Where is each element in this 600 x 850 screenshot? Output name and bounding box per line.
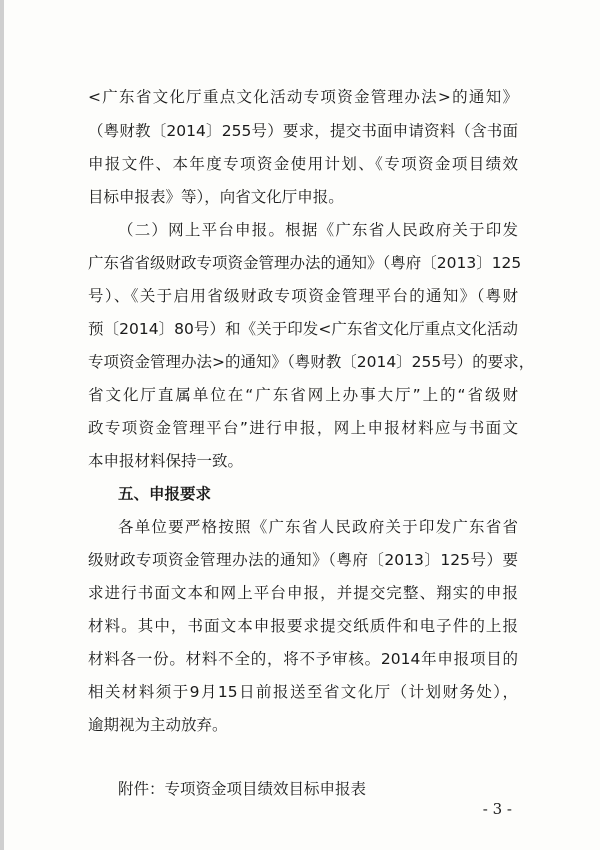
paragraph-1-line-1: <广东省文化厅重点文化活动专项资金管理办法>的通知》 bbox=[88, 88, 518, 106]
paragraph-2-line-5: 专项资金管理办法>的通知》（粤财教〔2014〕255号）的要求， bbox=[88, 353, 535, 371]
section-heading: 五、申报要求 bbox=[118, 485, 212, 503]
page-number: - 3 - bbox=[482, 800, 512, 818]
paragraph-1-line-2: （粤财教〔2014〕255号）要求，提交书面申请资料（含书面 bbox=[88, 122, 518, 140]
paragraph-2-line-1: （二）网上平台申报。根据《广东省人民政府关于印发 bbox=[118, 221, 518, 239]
paragraph-2-line-7: 政专项资金管理平台”进行申报，网上申报材料应与书面文 bbox=[88, 419, 518, 437]
paragraph-3-line-7: 逾期视为主动放弃。 bbox=[88, 716, 228, 734]
paragraph-1-line-4: 目标申报表》等），向省文化厅申报。 bbox=[88, 188, 344, 206]
paragraph-3-line-2: 级财政专项资金管理办法的通知》（粤府〔2013〕125号）要 bbox=[88, 551, 518, 569]
paragraph-2-line-6: 省文化厅直属单位在“广东省网上办事大厅”上的“省级财 bbox=[88, 386, 518, 404]
paragraph-3-line-5: 材料各一份。材料不全的，将不予审核。2014年申报项目的 bbox=[88, 650, 518, 668]
paragraph-3-line-6: 相关材料须于9月15日前报送至省文化厅（计划财务处）， bbox=[88, 683, 518, 701]
attachment-line: 附件：专项资金项目绩效目标申报表 bbox=[118, 780, 367, 798]
paragraph-3-line-4: 材料。其中，书面文本申报要求提交纸质件和电子件的上报 bbox=[88, 617, 518, 635]
paragraph-3-line-3: 求进行书面文本和网上平台申报，并提交完整、翔实的申报 bbox=[88, 584, 518, 602]
paragraph-2-line-4: 预〔2014〕80号）和《关于印发<广东省文化厅重点文化活动 bbox=[88, 320, 518, 338]
scan-edge bbox=[0, 0, 4, 850]
paragraph-2-line-8: 本申报材料保持一致。 bbox=[88, 452, 244, 470]
paragraph-2-line-2: 广东省省级财政专项资金管理办法的通知》（粤府〔2013〕125 bbox=[88, 254, 522, 272]
paragraph-3-line-1: 各单位要严格按照《广东省人民政府关于印发广东省省 bbox=[118, 518, 518, 536]
paragraph-1-line-3: 申报文件、本年度专项资金使用计划、《专项资金项目绩效 bbox=[88, 155, 518, 173]
paragraph-2-line-3: 号）、《关于启用省级财政专项资金管理平台的通知》（粤财 bbox=[88, 287, 518, 305]
